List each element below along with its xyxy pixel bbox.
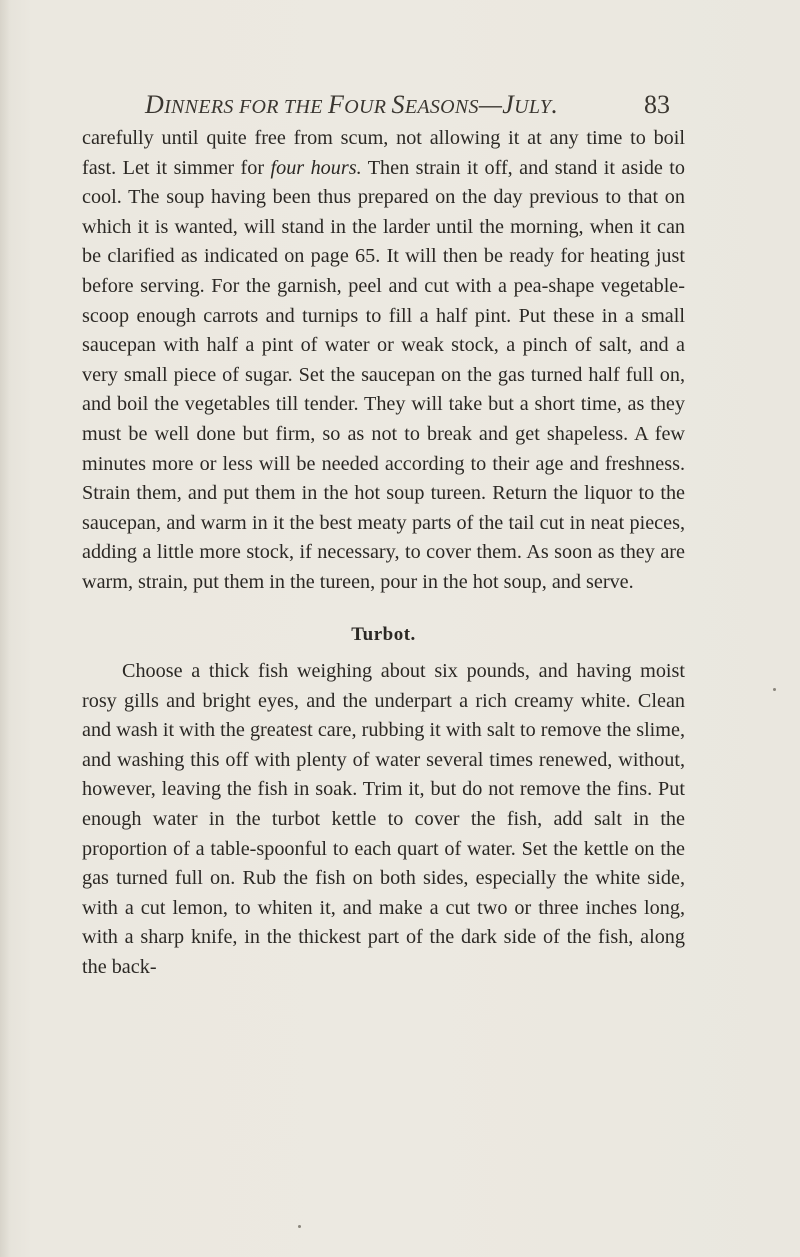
- running-head-part: ULY: [514, 96, 552, 118]
- body-text: [82, 124, 685, 983]
- paper-speck: [773, 688, 776, 691]
- paragraph-soup-continued: [82, 124, 685, 598]
- running-head-part: F: [328, 90, 345, 119]
- running-head-part: OUR: [344, 96, 392, 118]
- running-head-part: —: [478, 90, 503, 119]
- running-head-part: EASONS: [404, 96, 479, 118]
- page-gutter-shadow: [0, 0, 10, 1257]
- running-head-part: .: [551, 90, 559, 119]
- paragraph-turbot: Choose a thick fish weighing about six pounds, and having moist rosy gills and bright eyes, and the underpart a rich creamy white. Clean and wash it with the greatest care, rubbing it with salt to remove the slime, and washing this off with plenty of water several times renewed, without, however, leaving the fish in soak. Trim it, but do not remove the fins. Put enough water in the turbot kettle to cover the fish, add salt in the proportion of a table-spoonful to each quart of water. Set the kettle on the gas turned full on. Rub the fish on both sides, especially the white side, with a cut lemon, to whiten it, and make a cut two or three inches long, with a sharp knife, in the thickest part of the dark side of the fish, along the back-: [82, 660, 685, 979]
- italic-text: four hours.: [270, 156, 362, 179]
- running-head-part: D: [145, 90, 165, 119]
- running-head-part: INNERS: [164, 96, 239, 118]
- section-heading-turbot: Turbot.: [351, 623, 416, 645]
- paper-speck: [298, 1225, 301, 1228]
- page-number: 83: [644, 90, 670, 119]
- running-head-part: J: [502, 90, 515, 119]
- running-head-part: FOR THE: [238, 96, 329, 118]
- paragraph-text: carefully until quite free from scum, not allowing it at any time to boil fast. Let it simmer for: [82, 127, 685, 179]
- running-head: [145, 90, 685, 126]
- paragraph-text: Then strain it off, and stand it aside to cool. The soup having been thus prepared on the day previous to that on which it is wanted, will stand in the larder until the morning, when it can be clarified as indicated on page 65. It will then be ready for heating just before serving. For the garnish, peel and cut with a pea-shape vegetable-scoop enough carrots and turnips to fill a half pint. Put these in a small saucepan with half a pint of water or weak stock, a pinch of salt, and a very small piece of sugar. Set the saucepan on the gas turned half full on, and boil the vegetables till tender. They will take but a short time, as they must be well done but firm, so as not to break and get shapeless. A few minutes more or less will be needed according to their age and freshness. Strain them, and put them in the hot soup tureen. Return the liquor to the saucepan, and warm in it the best meaty parts of the tail cut in neat pieces, adding a little more stock, if necessary, to cover them. As soon as they are warm, strain, put them in the tureen, pour in the hot soup, and serve.: [82, 156, 685, 593]
- running-head-part: S: [391, 90, 405, 119]
